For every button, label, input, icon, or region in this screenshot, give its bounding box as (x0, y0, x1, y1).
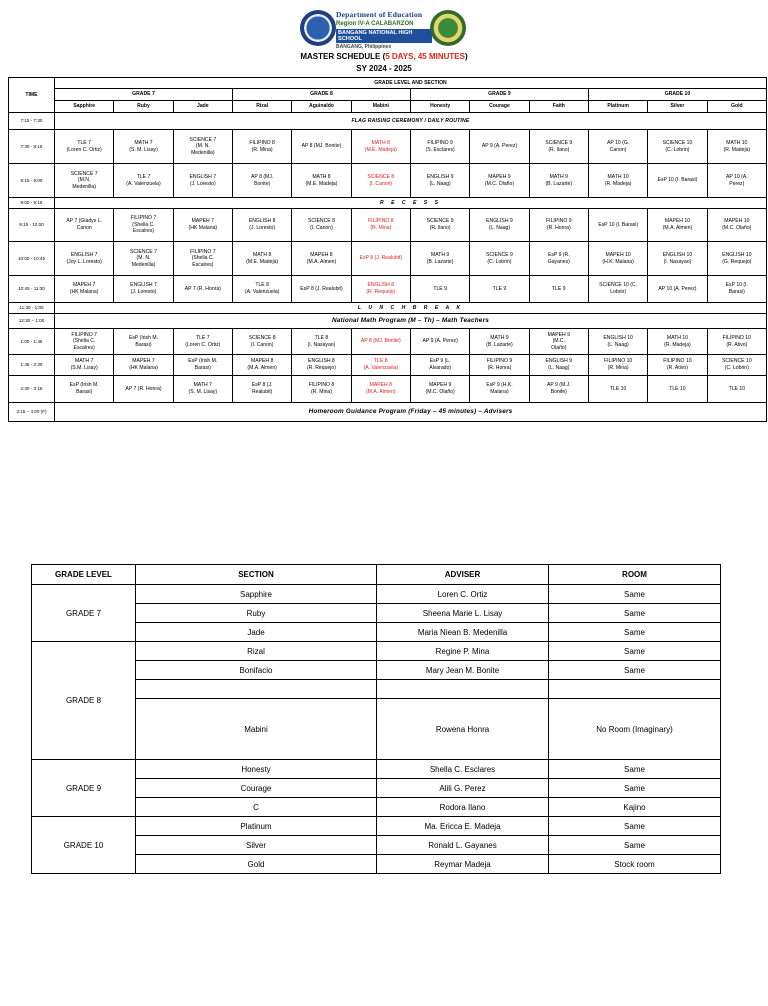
schedule-cell: MAPEH 10 (H.K. Malana) (588, 242, 647, 276)
room-cell: No Room (Imaginary) (549, 699, 721, 760)
schedule-cell: TLE 8 (A. Valenzuela) (232, 276, 291, 303)
schedule-cell: MATH 10 (R. Madeja) (588, 164, 647, 198)
schedule-cell: AP 8 (MJ. Bonite) (351, 329, 410, 355)
schedule-cell: SCIENCE 9 (R. Ilano) (529, 130, 588, 164)
schedule-cell: ENGLISH 8 (R. Requejo) (351, 276, 410, 303)
time-slot: 10:45 - 11:30 (9, 276, 55, 303)
section-cell (136, 680, 377, 699)
adviser-cell: Ronald L. Gayanes (377, 836, 549, 855)
schedule-cell: AP 7 (R. Honra) (114, 376, 173, 403)
room-cell: Same (549, 604, 721, 623)
section-header: Platinum (588, 101, 647, 113)
schedule-cell: AP 9 (A. Perez) (410, 329, 469, 355)
schedule-cell: FILIPINO 9 (R. Honra) (470, 355, 529, 376)
schedule-cell: MATH 9 (B. Lazarte) (410, 242, 469, 276)
section-header: Honesty (410, 101, 469, 113)
adviser-cell: Regine P. Mina (377, 642, 549, 661)
logo-line-4: BANGANG, Philippines (336, 44, 392, 50)
adviser-row (32, 585, 721, 604)
time-slot: 2:30 - 3:15 (9, 376, 55, 403)
schedule-cell: EsP 10 (I. Barasi) (707, 276, 766, 303)
schedule-cell: MAPEH 9 (M.C. Olaño) (410, 376, 469, 403)
grade-9-header: GRADE 9 (410, 89, 588, 101)
section-cell: Jade (136, 623, 377, 642)
schedule-cell: EsP 9 (H.K. Malana) (470, 376, 529, 403)
schedule-row (9, 276, 767, 303)
schedule-row (9, 376, 767, 403)
time-slot: 8:15 - 9:00 (9, 164, 55, 198)
schedule-cell: MATH 10 (R. Madeja) (648, 329, 707, 355)
section-header: Rizal (232, 101, 291, 113)
schedule-cell: AP 9 (A. Perez) (470, 130, 529, 164)
schedule-cell: MAPEH 7 (HK Malana) (173, 209, 232, 242)
grade-level-col-header: GRADE LEVEL (32, 565, 136, 585)
adviser-row (32, 855, 721, 874)
schedule-cell: EsP (Irish M. Barasi) (114, 329, 173, 355)
section-cell: Platinum (136, 817, 377, 836)
room-cell: Same (549, 760, 721, 779)
grade-level-cell: GRADE 10 (32, 817, 136, 874)
schedule-band: L U N C H B R E A K (55, 303, 767, 314)
schedule-cell: FILIPINO 10 (R. Ativo) (707, 329, 766, 355)
schedule-cell: ENGLISH 8 (R. Requejo) (292, 355, 351, 376)
schedule-cell: MATH 7 (S. M. Lisay) (114, 130, 173, 164)
schedule-band: FLAG RAISING CEREMONY / DAILY ROUTINE (55, 113, 767, 130)
deped-seal-icon (300, 10, 336, 46)
schedule-cell: MATH 7 (S.M. Lisay) (55, 355, 114, 376)
schedule-cell: SCIENCE 8 (I. Canon) (292, 209, 351, 242)
logo-line-1: Department of Education (336, 10, 423, 19)
room-cell: Kajino (549, 798, 721, 817)
schedule-row (9, 198, 767, 209)
schedule-cell: FILIPINO 9 (R. Honra) (529, 209, 588, 242)
schedule-cell: AP 7 (Gladys L. Canon (55, 209, 114, 242)
schedule-band: R E C E S S (55, 198, 767, 209)
schedule-cell: MAPEH 8 (M.A. Almen) (292, 242, 351, 276)
schedule-cell: TLE 7 (Loren C. Ortiz) (173, 329, 232, 355)
schedule-band: National Math Program (M – Th) – Math Teachers (55, 314, 767, 329)
schedule-row (9, 403, 767, 422)
schedule-cell: AP 8 (MJ. Bonite) (232, 164, 291, 198)
schedule-cell: SCIENCE 7 (M. N. Medenilla) (114, 242, 173, 276)
advisers-table (31, 564, 721, 874)
schedule-cell: ENGLISH 8 (J. Loresto) (232, 209, 291, 242)
schedule-cell: SCIENCE 8 (I. Canon) (351, 164, 410, 198)
section-cell: Ruby (136, 604, 377, 623)
room-cell: Same (549, 661, 721, 680)
school-logo-text (336, 10, 432, 50)
time-slot: 7:15 - 7:30 (9, 113, 55, 130)
schedule-cell: TLE 9 (410, 276, 469, 303)
schedule-cell: EsP 10 (I. Barasi) (648, 164, 707, 198)
section-header: Gold (707, 101, 766, 113)
schedule-cell: ENGLISH 7 (J. Loresto) (173, 164, 232, 198)
schedule-cell: FILIPINO 10 (R. Ativo) (648, 355, 707, 376)
section-header: Silver (648, 101, 707, 113)
room-cell: Same (549, 779, 721, 798)
section-cell: Mabini (136, 699, 377, 760)
schedule-cell: AP 10 (G. Canon) (588, 130, 647, 164)
schedule-cell: EsP (Irish M. Barasi) (55, 376, 114, 403)
adviser-row (32, 623, 721, 642)
room-cell: Same (549, 623, 721, 642)
grade-level-cell: GRADE 8 (32, 642, 136, 760)
schedule-cell: SCIENCE 7 (M. N. Medenilla) (173, 130, 232, 164)
schedule-cell: TLE 8 (A. Valenzuela) (351, 355, 410, 376)
room-cell: Same (549, 642, 721, 661)
time-slot: 9:00 - 9:15 (9, 198, 55, 209)
time-slot: 10:00 - 10:45 (9, 242, 55, 276)
schedule-cell: MAPEH 7 (HK Malana) (55, 276, 114, 303)
schedule-row (9, 303, 767, 314)
page-title: MASTER SCHEDULE (5 DAYS, 45 MINUTES) (300, 52, 468, 61)
schedule-row (9, 329, 767, 355)
time-slot: 11:30 - 1:00 (9, 303, 55, 314)
logo-line-2: Region IV-A CALABARZON (336, 21, 414, 27)
schedule-cell: SCIENCE 8 (I. Canon) (232, 329, 291, 355)
section-col-header: SECTION (136, 565, 377, 585)
adviser-cell: Maria Niean B. Medenilla (377, 623, 549, 642)
schedule-cell: MAPEH 8 (M.A. Almen) (351, 376, 410, 403)
time-header: TIME (9, 78, 55, 113)
adviser-cell: Sheena Marie L. Lisay (377, 604, 549, 623)
adviser-row (32, 680, 721, 699)
schedule-cell: SCIENCE 9 (R. Ilano) (410, 209, 469, 242)
adviser-row (32, 779, 721, 798)
time-slot: 1:45 - 2:30 (9, 355, 55, 376)
adviser-cell: Ma. Ericca E. Madeja (377, 817, 549, 836)
schedule-cell: ENGLISH 7 (Joy L. Loresto) (55, 242, 114, 276)
schedule-cell: FILIPINO 10 (R. Mina) (588, 355, 647, 376)
schedule-cell: MATH 9 (B. Lazarte) (470, 329, 529, 355)
time-slot: 9:15 - 10:00 (9, 209, 55, 242)
schedule-cell: MAPEH 9 (M.C. Olaño) (529, 329, 588, 355)
schedule-cell: SCIENCE 7 (M.N. Medenilla) (55, 164, 114, 198)
section-header: Sapphire (55, 101, 114, 113)
schedule-cell: MATH 8 (M.E. Madeja) (351, 130, 410, 164)
room-cell: Same (549, 817, 721, 836)
section-cell: Courage (136, 779, 377, 798)
logo-line-3: BANGANG NATIONAL HIGH SCHOOL (336, 29, 432, 43)
schedule-cell: TLE 7 (A. Valenzuela) (114, 164, 173, 198)
grade-8-header: GRADE 8 (232, 89, 410, 101)
adviser-row (32, 836, 721, 855)
adviser-row (32, 642, 721, 661)
schedule-cell: AP 7 (R. Honra) (173, 276, 232, 303)
section-cell: Rizal (136, 642, 377, 661)
schedule-cell: TLE 7 (Loren C. Ortiz) (55, 130, 114, 164)
adviser-cell: Reymar Madeja (377, 855, 549, 874)
schedule-cell: ENGLISH 9 (L. Naag) (410, 164, 469, 198)
schedule-cell: TLE 8 (I. Nasayao) (292, 329, 351, 355)
grade-level-section-header: GRADE LEVEL AND SECTION (55, 78, 767, 89)
schedule-cell: SCIENCE 9 (C. Lobrin) (470, 242, 529, 276)
schedule-cell: TLE 10 (588, 376, 647, 403)
time-slot: 3:15 – 4:00 (F) (9, 403, 55, 422)
schedule-cell: EsP 10 (I. Barasi) (588, 209, 647, 242)
adviser-col-header: ADVISER (377, 565, 549, 585)
adviser-row (32, 817, 721, 836)
adviser-row (32, 699, 721, 760)
schedule-cell: MAPEH 7 (HK Malana) (114, 355, 173, 376)
schedule-cell: MATH 8 (M.E. Madeja) (292, 164, 351, 198)
schedule-cell: ENGLISH 10 (L. Naag) (588, 329, 647, 355)
schedule-cell: EsP 9 (L. Alvarado) (410, 355, 469, 376)
grade-7-header: GRADE 7 (55, 89, 233, 101)
schedule-cell: EsP 9 (R. Gayanes) (529, 242, 588, 276)
adviser-cell (377, 680, 549, 699)
section-header: Jade (173, 101, 232, 113)
schedule-cell: AP 9 (M.J. Bonite) (529, 376, 588, 403)
section-cell: Honesty (136, 760, 377, 779)
section-header: Ruby (114, 101, 173, 113)
section-cell: Sapphire (136, 585, 377, 604)
schedule-cell: MAPEH 8 (M.A. Almen) (232, 355, 291, 376)
adviser-cell: Shella C. Esclares (377, 760, 549, 779)
schedule-band: Homeroom Guidance Program (Friday – 45 minutes) – Advisers (55, 403, 767, 422)
schedule-cell: FILIPINO 8 (R. Mina) (292, 376, 351, 403)
section-cell: C (136, 798, 377, 817)
adviser-cell: Alili G. Perez (377, 779, 549, 798)
schedule-cell: MATH 9 (B. Lazarte) (529, 164, 588, 198)
schedule-cell: EsP 8 (J. Realubit) (232, 376, 291, 403)
schedule-cell: MATH 7 (S. M. Lisay) (173, 376, 232, 403)
section-cell: Bonifacio (136, 661, 377, 680)
schedule-cell: SCIENCE 10 (C. Lobrin) (588, 276, 647, 303)
adviser-row (32, 798, 721, 817)
room-cell (549, 680, 721, 699)
schedule-cell: AP 10 (A. Perez) (648, 276, 707, 303)
adviser-cell: Rowena Honra (377, 699, 549, 760)
schedule-cell: MATH 10 (R. Madeja) (707, 130, 766, 164)
schedule-cell: AP 8 (MJ. Bonite) (292, 130, 351, 164)
schedule-cell: SCIENCE 10 (C. Lobrin) (648, 130, 707, 164)
schedule-cell: TLE 9 (529, 276, 588, 303)
grade-level-cell: GRADE 7 (32, 585, 136, 642)
adviser-row (32, 661, 721, 680)
schedule-cell: ENGLISH 10 (I. Nasayao) (648, 242, 707, 276)
schedule-cell: ENGLISH 7 (J. Loresto) (114, 276, 173, 303)
schedule-cell: TLE 9 (470, 276, 529, 303)
schedule-cell: MATH 8 (M.E. Madeja) (232, 242, 291, 276)
adviser-row (32, 604, 721, 623)
schedule-row (9, 164, 767, 198)
grade-10-header: GRADE 10 (588, 89, 766, 101)
schedule-cell: MAPEH 10 (M.A. Almen) (648, 209, 707, 242)
room-cell: Stock room (549, 855, 721, 874)
school-year: SY 2024 - 2025 (356, 64, 412, 73)
schedule-cell: EsP 8 (J. Realubit) (351, 242, 410, 276)
room-cell: Same (549, 585, 721, 604)
time-slot: 1:00 - 1:45 (9, 329, 55, 355)
schedule-row (9, 130, 767, 164)
schedule-cell: TLE 10 (648, 376, 707, 403)
section-header: Aguinaldo (292, 101, 351, 113)
section-header: Mabini (351, 101, 410, 113)
schedule-cell: FILIPINO 8 (R. Mina) (232, 130, 291, 164)
schedule-cell: FILIPINO 7 (Shella C. Escalres) (55, 329, 114, 355)
time-slot: 7:30 - 8:15 (9, 130, 55, 164)
section-cell: Silver (136, 836, 377, 855)
section-cell: Gold (136, 855, 377, 874)
room-col-header: ROOM (549, 565, 721, 585)
schedule-cell: MAPEH 10 (M.C. Olaño) (707, 209, 766, 242)
grade-level-cell: GRADE 9 (32, 760, 136, 817)
schedule-cell: FILIPINO 7 (Shella C. Escalres) (114, 209, 173, 242)
schedule-cell: ENGLISH 9 (L. Naag) (529, 355, 588, 376)
schedule-cell: FILIPINO 8 (R. Mina) (351, 209, 410, 242)
schedule-cell: FILIPINO 7 (Shella C. Escalres) (173, 242, 232, 276)
schedule-cell: SCIENCE 10 (C. Lobrin) (707, 355, 766, 376)
schedule-cell: MAPEH 9 (M.C. Olaño) (470, 164, 529, 198)
schedule-cell: TLE 10 (707, 376, 766, 403)
schedule-cell: ENGLISH 9 (L. Naag) (470, 209, 529, 242)
room-cell: Same (549, 836, 721, 855)
schedule-row (9, 113, 767, 130)
schedule-cell: EsP 8 (J. Realubit) (292, 276, 351, 303)
adviser-row (32, 760, 721, 779)
schedule-cell: AP 10 (A. Perez) (707, 164, 766, 198)
schedule-cell: EsP (Irish M. Barasi) (173, 355, 232, 376)
schedule-row (9, 355, 767, 376)
header-logos (0, 8, 768, 48)
schedule-row (9, 314, 767, 329)
section-header: Courage (470, 101, 529, 113)
schedule-row (9, 242, 767, 276)
adviser-cell: Loren C. Ortiz (377, 585, 549, 604)
time-slot: 12:30 – 1:00 (9, 314, 55, 329)
adviser-cell: Rodora Ilano (377, 798, 549, 817)
schedule-cell: ENGLISH 10 (G. Requejo) (707, 242, 766, 276)
adviser-cell: Mary Jean M. Bonite (377, 661, 549, 680)
schedule-row (9, 209, 767, 242)
schedule-cell: FILIPINO 9 (S. Esclares) (410, 130, 469, 164)
school-seal-icon (430, 10, 466, 46)
section-header: Faith (529, 101, 588, 113)
master-schedule-table (8, 77, 767, 422)
